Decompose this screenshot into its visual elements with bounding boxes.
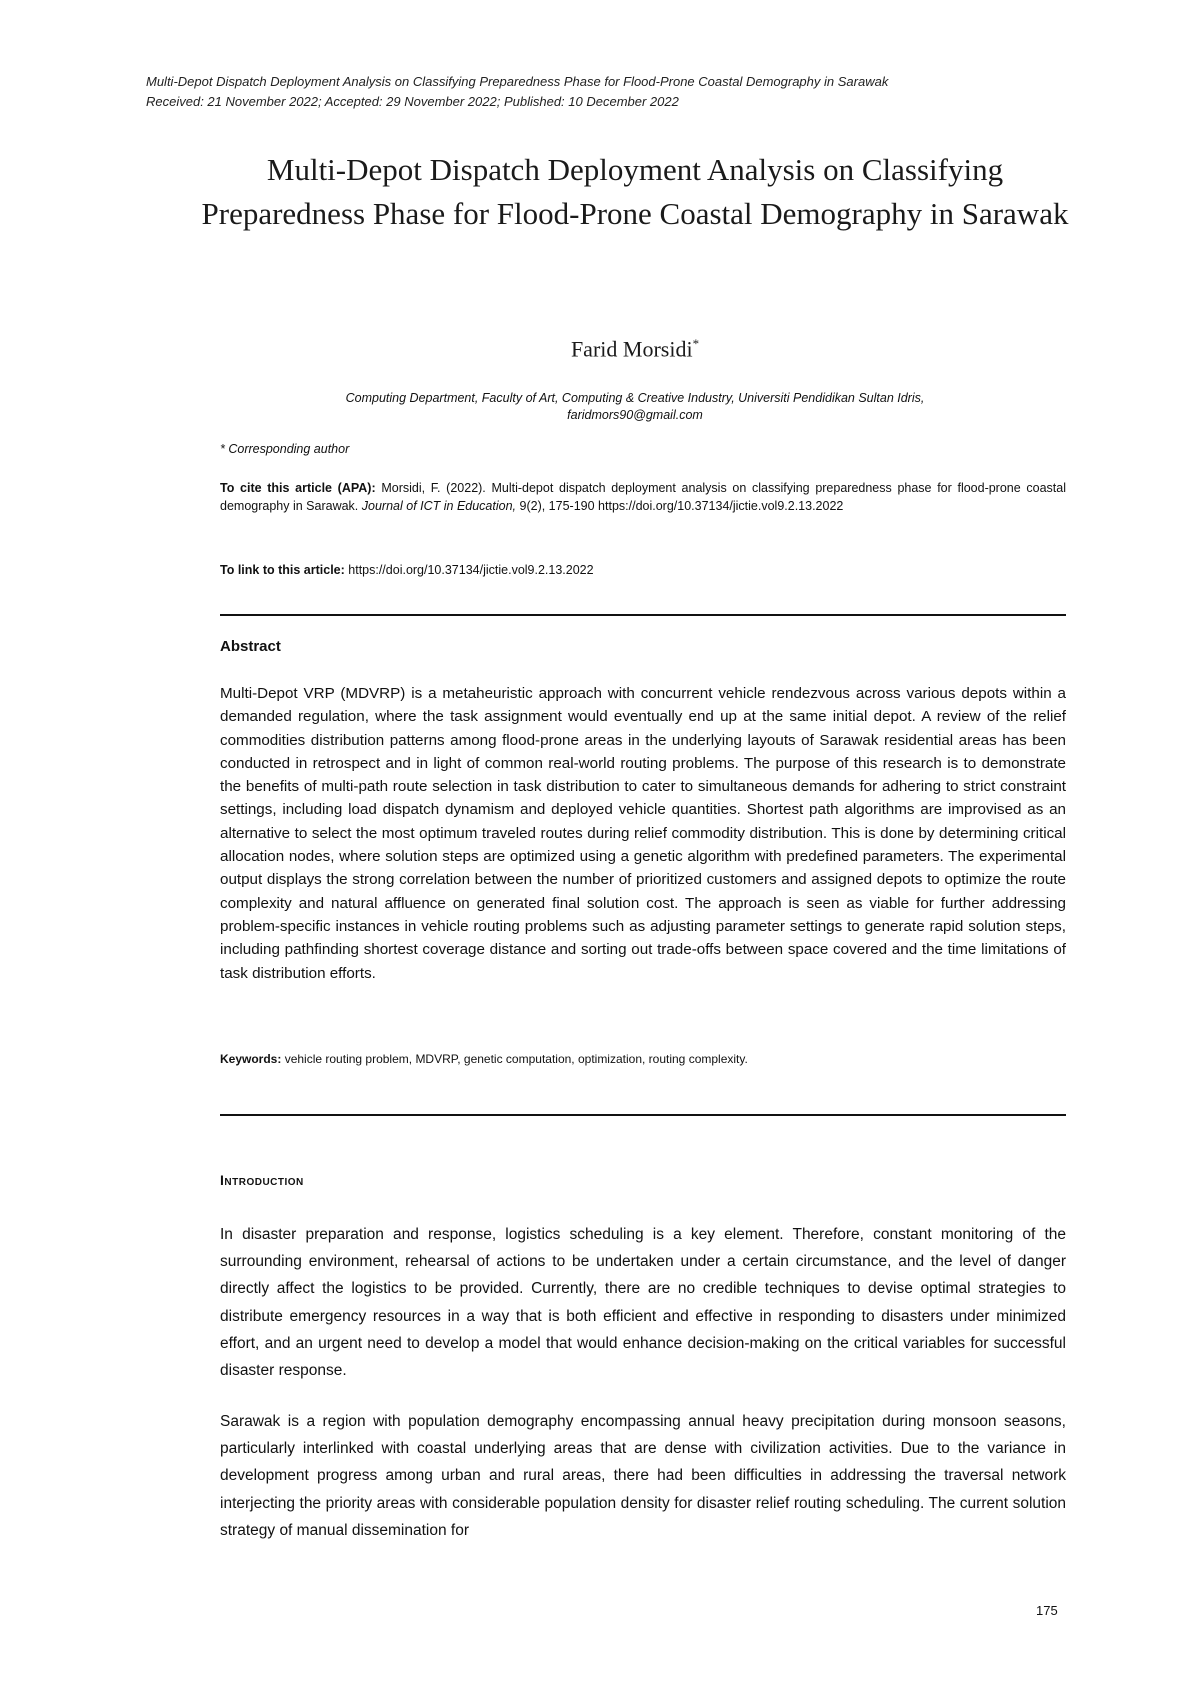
- article-title: Multi-Depot Dispatch Deployment Analysis on Classifying Preparedness Phase for Flood-Prone Coastal Demography in Sarawak: [201, 152, 1069, 231]
- citation-journal: Journal of ICT in Education,: [361, 499, 517, 513]
- affiliation-text: Computing Department, Faculty of Art, Computing & Creative Industry, Universiti Pendidikan Sultan Idris,: [345, 391, 925, 405]
- abstract-top-rule: [220, 614, 1066, 616]
- introduction-heading: Introduction: [220, 1172, 304, 1188]
- affiliation: [240, 390, 1030, 424]
- citation-doi[interactable]: https://doi.org/10.37134/jictie.vol9.2.13.2022: [598, 499, 844, 513]
- link-label: To link to this article:: [220, 563, 345, 577]
- running-header-title: Multi-Depot Dispatch Deployment Analysis on Classifying Preparedness Phase for Flood-Prone Coastal Demography in Sarawak: [146, 74, 889, 89]
- abstract-heading: Abstract: [220, 638, 281, 655]
- abstract-body: Multi-Depot VRP (MDVRP) is a metaheuristic approach with concurrent vehicle rendezvous across various depots within a demanded regulation, where the task assignment would eventually end up at the same initial depot. A review of the relief commodities distribution patterns among flood-prone areas in the underlying layouts of Sarawak residential areas has been conducted in retrospect and in light of common real-world routing problems. The purpose of this research is to demonstrate the benefits of multi-path route selection in task distribution to cater to simultaneous demands for adhering to strict constraint settings, including load dispatch dynamism and deployed vehicle quantities. Shortest path algorithms are improvised as an alternative to select the most optimum traveled routes during relief commodity distribution. This is done by determining critical allocation nodes, where solution steps are optimized using a genetic algorithm with predefined parameters. The experimental output displays the strong correlation between the number of prioritized customers and assigned depots to optimize the route complexity and natural affluence on generated final solution cost. The approach is seen as viable for further addressing problem-specific instances in vehicle routing problems such as adjusting parameter settings to generate rapid solution steps, including pathfinding shortest coverage distance and sorting out trade-offs between space covered and the time limitations of task distribution efforts.: [220, 685, 1066, 982]
- running-header: [146, 72, 1066, 112]
- author-name: [200, 336, 1070, 362]
- introduction-paragraph-1: In disaster preparation and response, logistics scheduling is a key element. Therefore, constant monitoring of the surrounding environment, rehearsal of actions to be undertaken under a certain circumstance, and the level of danger directly affect the logistics to be provided. Currently, there are no credible techniques to devise optimal strategies to distribute emergency resources in a way that is both efficient and effective in responding to disasters under minimized effort, and an urgent need to develop a model that would enhance decision-making on the critical variables for successful disaster response.: [220, 1226, 1066, 1380]
- citation-volume: 9(2), 175-190: [519, 499, 595, 513]
- publication-dates: Received: 21 November 2022; Accepted: 29 November 2022; Published: 10 December 2022: [146, 94, 679, 109]
- keywords-label: Keywords:: [220, 1052, 282, 1066]
- abstract-bottom-rule: [220, 1114, 1066, 1116]
- citation-block: [220, 479, 1066, 515]
- corresponding-author-note: * Corresponding author: [220, 442, 350, 456]
- citation-label: To cite this article (APA):: [220, 481, 376, 495]
- article-link-line: [220, 563, 594, 577]
- article-link[interactable]: https://doi.org/10.37134/jictie.vol9.2.13.2022: [348, 563, 594, 577]
- keywords-text: vehicle routing problem, MDVRP, genetic computation, optimization, routing complexity.: [284, 1052, 748, 1066]
- citation-text: Morsidi, F. (2022). Multi-depot dispatch deployment analysis on classifying preparedness phase for flood-prone coastal demography in Sarawak.: [220, 481, 1066, 513]
- author-name-text: Farid Morsidi: [570, 336, 693, 362]
- introduction-paragraph-2: Sarawak is a region with population demography encompassing annual heavy precipitation during monsoon seasons, particularly interlinked with coastal underlying areas that are dense with civilization activities. Due to the variance in development progress among urban and rural areas, there had been difficulties in addressing the traversal network interjecting the priority areas with considerable population density for disaster relief routing scheduling. The current solution strategy of manual dissemination for: [220, 1413, 1066, 1539]
- page-number: 175: [1036, 1603, 1058, 1618]
- author-email[interactable]: faridmors90@gmail.com: [567, 408, 703, 422]
- keywords-line: [220, 1052, 748, 1066]
- corresponding-mark: *: [692, 336, 700, 351]
